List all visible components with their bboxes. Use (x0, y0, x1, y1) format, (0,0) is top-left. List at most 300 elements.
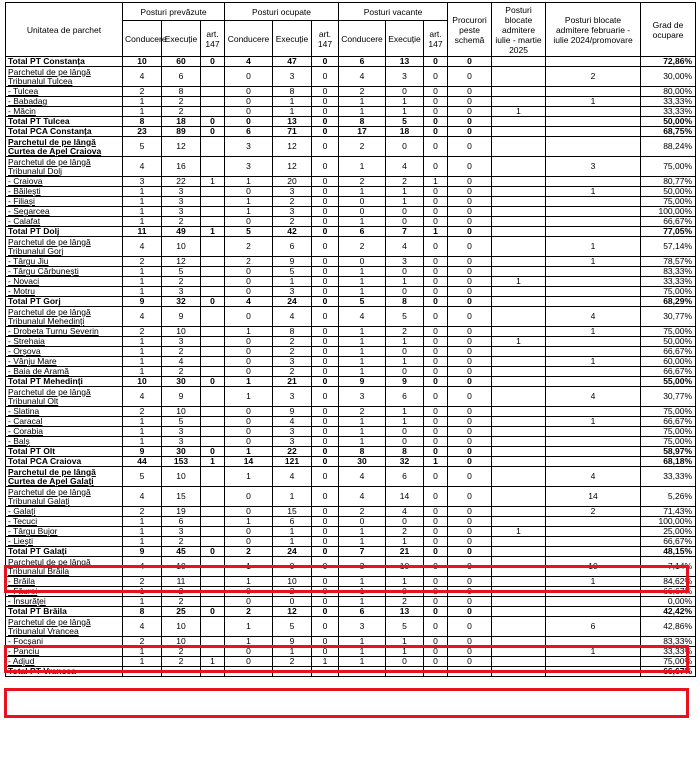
value-cell: 49 (162, 227, 201, 237)
unit-name: Total PT Gorj (8, 296, 61, 306)
value-cell: 1 (123, 187, 162, 197)
value-cell: 0 (448, 637, 492, 647)
value-cell: 0 (424, 157, 448, 177)
value-cell: 0 (424, 447, 448, 457)
value-cell (492, 217, 546, 227)
value-cell (492, 237, 546, 257)
value-cell: 0 (386, 87, 424, 97)
value-cell: 0 (312, 507, 339, 517)
occupancy-percent-cell: 66,67% (641, 537, 696, 547)
value-cell (546, 197, 641, 207)
value-cell: 1 (386, 537, 424, 547)
unit-name: Total PT Olt (8, 446, 56, 456)
value-cell: 0 (312, 647, 339, 657)
value-cell: 1 (123, 267, 162, 277)
value-cell: 0 (312, 457, 339, 467)
value-cell: 14 (225, 457, 273, 467)
header-planned: Posturi prevăzute (123, 3, 225, 21)
value-cell: 9 (162, 307, 201, 327)
value-cell: 0 (424, 287, 448, 297)
value-cell (546, 107, 641, 117)
value-cell (546, 547, 641, 557)
value-cell: 2 (546, 67, 641, 87)
value-cell: 0 (424, 107, 448, 117)
value-cell: 3 (273, 207, 312, 217)
value-cell: 1 (123, 367, 162, 377)
value-cell: 4 (386, 237, 424, 257)
value-cell: 0 (386, 347, 424, 357)
value-cell: 0 (424, 527, 448, 537)
value-cell: 0 (201, 607, 225, 617)
value-cell (201, 587, 225, 597)
value-cell (201, 267, 225, 277)
value-cell: 9 (123, 447, 162, 457)
value-cell: 0 (225, 427, 273, 437)
value-cell: 0 (312, 417, 339, 427)
value-cell: 1 (339, 577, 386, 587)
unit-name-cell (6, 287, 123, 297)
value-cell: 0 (448, 117, 492, 127)
subheader-cell: art. 147 (201, 21, 225, 57)
occupancy-percent-cell: 100,00% (641, 517, 696, 527)
value-cell (492, 617, 546, 637)
unit-name-cell (6, 607, 123, 617)
value-cell: 1 (273, 647, 312, 657)
value-cell: 0 (225, 107, 273, 117)
value-cell: 1 (424, 227, 448, 237)
value-cell (492, 297, 546, 307)
table-row (6, 617, 696, 637)
occupancy-percent-cell: 88,24% (641, 137, 696, 157)
value-cell: 10 (162, 617, 201, 637)
table-row (6, 307, 696, 327)
value-cell: 0 (225, 117, 273, 127)
value-cell (492, 197, 546, 207)
value-cell: 1 (123, 417, 162, 427)
subheader-cell: Execuție (162, 21, 201, 57)
value-cell: 0 (448, 357, 492, 367)
occupancy-percent-cell: 83,33% (641, 637, 696, 647)
value-cell: 0 (312, 287, 339, 297)
value-cell (492, 647, 546, 657)
value-cell: 0 (448, 187, 492, 197)
value-cell: 2 (386, 177, 424, 187)
value-cell: 0 (312, 267, 339, 277)
value-cell (546, 447, 641, 457)
table-row (6, 277, 696, 287)
value-cell: 0 (448, 597, 492, 607)
value-cell (201, 537, 225, 547)
value-cell (546, 587, 641, 597)
value-cell: 4 (339, 307, 386, 327)
unit-name: Total PT Mehedinți (8, 376, 83, 386)
value-cell: 0 (386, 427, 424, 437)
value-cell: 0 (448, 137, 492, 157)
value-cell: 11 (123, 227, 162, 237)
unit-name-cell (6, 237, 123, 257)
value-cell: 1 (339, 647, 386, 657)
value-cell: 25 (162, 607, 201, 617)
value-cell: 1 (225, 377, 273, 387)
unit-name: Parchetul de pe lângă Curtea de Apel Craiova (8, 136, 102, 156)
value-cell: 1 (339, 637, 386, 647)
value-cell: 0 (448, 577, 492, 587)
unit-name: Total PT Galați (8, 546, 67, 556)
value-cell: 12 (273, 607, 312, 617)
value-cell: 2 (386, 327, 424, 337)
table-row (6, 207, 696, 217)
value-cell: 0 (386, 217, 424, 227)
unit-name-cell (6, 97, 123, 107)
value-cell: 0 (312, 187, 339, 197)
value-cell: 2 (546, 507, 641, 517)
value-cell: 0 (312, 557, 339, 577)
value-cell: 0 (424, 557, 448, 577)
value-cell: 7 (339, 547, 386, 557)
value-cell: 0 (424, 187, 448, 197)
unit-name: - Corabia (8, 426, 43, 436)
table-row (6, 407, 696, 417)
value-cell: 3 (162, 437, 201, 447)
value-cell (546, 597, 641, 607)
value-cell (201, 307, 225, 327)
unit-name-cell (6, 137, 123, 157)
value-cell: 2 (162, 367, 201, 377)
value-cell: 0 (312, 157, 339, 177)
value-cell: 24 (273, 297, 312, 307)
table-row (6, 187, 696, 197)
table-row (6, 107, 696, 117)
value-cell: 0 (201, 57, 225, 67)
value-cell: 0 (448, 407, 492, 417)
value-cell: 9 (339, 377, 386, 387)
value-cell: 0 (424, 597, 448, 607)
value-cell: 0 (424, 257, 448, 267)
value-cell: 2 (123, 637, 162, 647)
value-cell: 1 (492, 107, 546, 117)
value-cell: 4 (546, 307, 641, 327)
value-cell: 18 (162, 117, 201, 127)
header-procurori: Procurori peste schemă (448, 3, 492, 57)
value-cell: 4 (123, 237, 162, 257)
unit-name-cell (6, 157, 123, 177)
value-cell: 14 (546, 487, 641, 507)
value-cell: 2 (386, 597, 424, 607)
value-cell: 0 (424, 97, 448, 107)
unit-name-cell (6, 527, 123, 537)
value-cell: 0 (424, 427, 448, 437)
value-cell: 0 (225, 87, 273, 97)
value-cell: 0 (225, 417, 273, 427)
value-cell: 0 (312, 637, 339, 647)
value-cell: 1 (546, 327, 641, 337)
unit-name-cell (6, 427, 123, 437)
value-cell: 0 (424, 547, 448, 557)
value-cell: 0 (386, 657, 424, 667)
occupancy-percent-cell: 58,97% (641, 447, 696, 457)
value-cell: 4 (273, 307, 312, 327)
value-cell: 0 (386, 367, 424, 377)
table-row (6, 137, 696, 157)
table-row (6, 577, 696, 587)
value-cell (201, 257, 225, 267)
value-cell (492, 267, 546, 277)
value-cell: 0 (201, 297, 225, 307)
value-cell: 1 (546, 97, 641, 107)
subheader-cell: Conducere (339, 21, 386, 57)
value-cell: 23 (123, 127, 162, 137)
unit-name: - Focșani (8, 636, 43, 646)
value-cell: 0 (424, 87, 448, 97)
value-cell (201, 237, 225, 257)
table-row (6, 547, 696, 557)
value-cell (492, 557, 546, 577)
value-cell: 4 (339, 67, 386, 87)
value-cell: 0 (312, 217, 339, 227)
value-cell: 0 (225, 407, 273, 417)
value-cell: 2 (339, 177, 386, 187)
unit-name: - Motru (8, 286, 35, 296)
value-cell: 0 (448, 107, 492, 117)
value-cell: 21 (273, 377, 312, 387)
value-cell (201, 527, 225, 537)
occupancy-percent-cell: 68,75% (641, 127, 696, 137)
value-cell: 1 (123, 647, 162, 657)
table-row (6, 217, 696, 227)
unit-name: - Craiova (8, 176, 43, 186)
value-cell (492, 517, 546, 527)
value-cell: 2 (339, 137, 386, 157)
value-cell: 89 (162, 127, 201, 137)
value-cell: 0 (424, 607, 448, 617)
value-cell: 0 (448, 227, 492, 237)
unit-name: Parchetul de pe lângă Tribunalul Olt (8, 386, 91, 406)
value-cell: 1 (339, 217, 386, 227)
occupancy-percent-cell: 75,00% (641, 287, 696, 297)
unit-name: Parchetul de pe lângă Tribunalul Gorj (8, 236, 91, 256)
value-cell: 1 (123, 217, 162, 227)
value-cell: 2 (123, 87, 162, 97)
value-cell: 0 (424, 577, 448, 587)
value-cell (201, 187, 225, 197)
value-cell: 2 (273, 587, 312, 597)
value-cell: 0 (448, 657, 492, 667)
occupancy-percent-cell: 30,00% (641, 67, 696, 87)
unit-name: - Însurăței (8, 596, 46, 606)
value-cell (492, 577, 546, 587)
value-cell (201, 327, 225, 337)
table-row (6, 607, 696, 617)
unit-name: - Târgu Cărbunești (8, 266, 79, 276)
value-cell: 0 (424, 347, 448, 357)
occupancy-percent-cell: 60,00% (641, 357, 696, 367)
value-cell: 2 (339, 237, 386, 257)
value-cell (546, 117, 641, 127)
value-cell: 0 (312, 387, 339, 407)
value-cell: 0 (448, 267, 492, 277)
unit-name-cell (6, 257, 123, 267)
table-row (6, 647, 696, 657)
subheader-cell: art. 147 (312, 21, 339, 57)
value-cell: 19 (162, 507, 201, 517)
unit-name-cell (6, 357, 123, 367)
value-cell: 0 (386, 517, 424, 527)
table-row (6, 87, 696, 97)
value-cell (492, 187, 546, 197)
unit-name-cell (6, 637, 123, 647)
value-cell: 8 (273, 87, 312, 97)
value-cell: 2 (339, 407, 386, 417)
value-cell (312, 667, 339, 677)
value-cell: 3 (386, 257, 424, 267)
value-cell: 0 (424, 237, 448, 257)
value-cell (201, 667, 225, 677)
value-cell: 0 (424, 367, 448, 377)
value-cell: 2 (162, 537, 201, 547)
value-cell: 0 (225, 367, 273, 377)
table-row (6, 327, 696, 337)
value-cell (201, 487, 225, 507)
occupancy-percent-cell: 78,57% (641, 257, 696, 267)
value-cell: 0 (424, 207, 448, 217)
value-cell: 0 (312, 337, 339, 347)
unit-name: - Baia de Aramă (8, 366, 69, 376)
value-cell: 1 (225, 197, 273, 207)
value-cell (492, 287, 546, 297)
value-cell: 0 (225, 287, 273, 297)
value-cell: 18 (386, 127, 424, 137)
value-cell: 22 (162, 177, 201, 187)
value-cell: 1 (339, 437, 386, 447)
value-cell: 0 (273, 597, 312, 607)
value-cell: 1 (339, 417, 386, 427)
value-cell: 0 (312, 407, 339, 417)
value-cell: 2 (225, 237, 273, 257)
value-cell: 0 (312, 467, 339, 487)
value-cell: 0 (424, 197, 448, 207)
occupancy-percent-cell: 75,00% (641, 427, 696, 437)
value-cell: 3 (273, 437, 312, 447)
occupancy-percent-cell: 75,00% (641, 437, 696, 447)
value-cell: 2 (162, 217, 201, 227)
value-cell: 4 (123, 487, 162, 507)
table-row (6, 177, 696, 187)
value-cell: 0 (312, 367, 339, 377)
value-cell (492, 537, 546, 547)
value-cell (492, 437, 546, 447)
unit-name-cell (6, 87, 123, 97)
value-cell: 0 (424, 507, 448, 517)
value-cell: 8 (162, 87, 201, 97)
value-cell: 0 (424, 117, 448, 127)
value-cell: 0 (339, 197, 386, 207)
unit-name-cell (6, 467, 123, 487)
occupancy-percent-cell: 50,00% (641, 337, 696, 347)
unit-name-cell (6, 197, 123, 207)
value-cell: 5 (386, 617, 424, 637)
occupancy-percent-cell: 50,00% (641, 187, 696, 197)
value-cell (492, 257, 546, 267)
value-cell: 1 (546, 187, 641, 197)
value-cell: 0 (312, 297, 339, 307)
value-cell: 6 (273, 517, 312, 527)
occupancy-percent-cell: 33,33% (641, 467, 696, 487)
value-cell: 10 (273, 577, 312, 587)
unit-name-cell (6, 437, 123, 447)
table-row (6, 347, 696, 357)
unit-name: - Tecuci (8, 516, 38, 526)
value-cell: 9 (386, 377, 424, 387)
value-cell: 1 (339, 157, 386, 177)
value-cell (492, 407, 546, 417)
occupancy-percent-cell: 66,67% (641, 417, 696, 427)
value-cell: 6 (546, 617, 641, 637)
value-cell: 2 (162, 347, 201, 357)
value-cell: 30 (162, 377, 201, 387)
occupancy-percent-cell: 80,77% (641, 177, 696, 187)
value-cell: 0 (448, 467, 492, 487)
value-cell: 1 (339, 187, 386, 197)
unit-name-cell (6, 227, 123, 237)
value-cell: 0 (448, 487, 492, 507)
unit-name-cell (6, 557, 123, 577)
value-cell (123, 667, 162, 677)
value-cell (492, 137, 546, 157)
value-cell (201, 97, 225, 107)
unit-name-cell (6, 667, 123, 677)
value-cell (492, 307, 546, 327)
value-cell (546, 437, 641, 447)
value-cell (492, 637, 546, 647)
value-cell: 24 (273, 547, 312, 557)
value-cell: 3 (162, 337, 201, 347)
value-cell: 1 (386, 187, 424, 197)
value-cell (201, 577, 225, 587)
value-cell: 0 (424, 587, 448, 597)
value-cell: 0 (312, 197, 339, 207)
value-cell (201, 647, 225, 657)
value-cell: 0 (312, 447, 339, 457)
value-cell (201, 107, 225, 117)
value-cell: 1 (386, 277, 424, 287)
value-cell: 3 (162, 187, 201, 197)
value-cell (546, 217, 641, 227)
occupancy-percent-cell: 30,77% (641, 307, 696, 327)
unit-name: - Târgu Bujor (8, 526, 58, 536)
value-cell (492, 67, 546, 87)
value-cell: 1 (123, 657, 162, 667)
value-cell: 0 (448, 157, 492, 177)
value-cell (492, 157, 546, 177)
value-cell: 0 (448, 217, 492, 227)
value-cell: 0 (201, 547, 225, 557)
value-cell (492, 227, 546, 237)
value-cell (546, 287, 641, 297)
unit-name-cell (6, 187, 123, 197)
value-cell (546, 667, 641, 677)
value-cell: 0 (448, 367, 492, 377)
value-cell: 1 (123, 287, 162, 297)
value-cell (546, 207, 641, 217)
value-cell: 1 (339, 277, 386, 287)
occupancy-percent-cell: 66,67% (641, 667, 696, 677)
header-vacant: Posturi vacante (339, 3, 448, 21)
unit-name-cell (6, 57, 123, 67)
unit-name-cell (6, 457, 123, 467)
value-cell (492, 417, 546, 427)
value-cell: 6 (339, 607, 386, 617)
value-cell (201, 367, 225, 377)
